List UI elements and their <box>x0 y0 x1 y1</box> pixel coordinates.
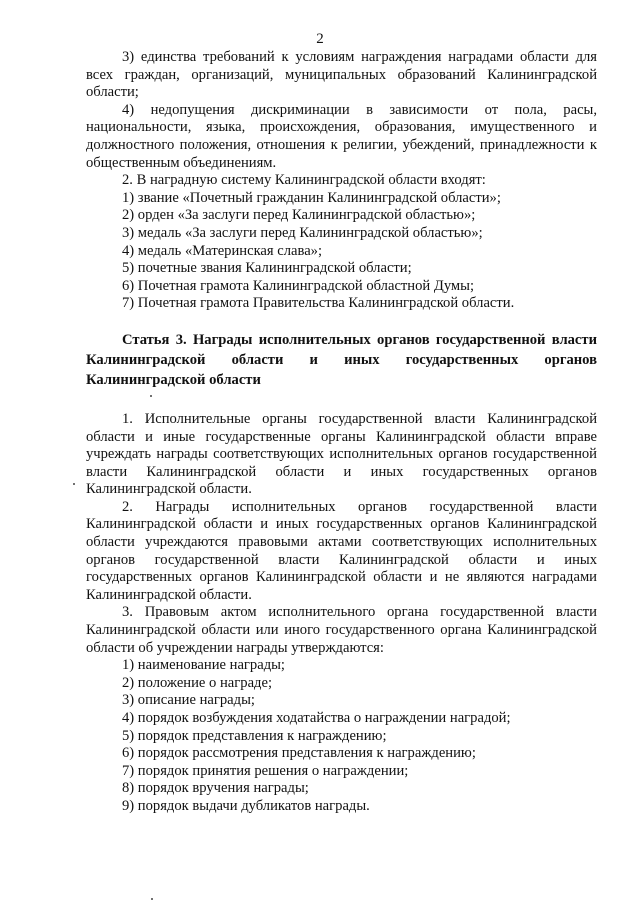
award-system-item-1: 1) звание «Почетный гражданин Калининградской области»; <box>122 189 501 206</box>
approval-item-4: 4) порядок возбуждения ходатайства о награждении наградой; <box>122 710 511 726</box>
scan-speck <box>151 898 153 900</box>
article-3-paragraph-3: 3. Правовым актом исполнительного органа государственной власти Калининградской области или иного государственного органа Калининградской области об учреждении награды утверждаются: <box>86 604 597 656</box>
approval-item-1: 1) наименование награды; <box>122 657 285 674</box>
article-3-paragraph-1: 1. Исполнительные органы государственной власти Калининградской области и иные государственные органы Калининградской области вправе учреждать награды соответствующих исполнительных органов государственной власти Калининградской области и иных государственных органов Калининградской области. <box>86 410 597 498</box>
award-system-item-2: 2) орден «За заслуги перед Калининградской областью»; <box>122 207 476 224</box>
section-2-intro: 2. В наградную систему Калининградской области входят: <box>122 172 486 189</box>
intro-item-3: 3) единства требований к условиям награждения наградами области для всех граждан, организаций, муниципальных образований Калининградской области; <box>86 49 597 101</box>
award-system-item-7: 7) Почетная грамота Правительства Калининградской области. <box>122 295 515 312</box>
award-system-item-4: 4) медаль «Материнская слава»; <box>122 242 323 259</box>
approval-item-5: 5) порядок представления к награждению; <box>122 727 387 744</box>
article-3-paragraph-2: 2. Награды исполнительных органов государственной власти Калининградской области и иных государственных органов Калининградской области учреждаются правовыми актами соответствующих исполнительных органов государственной власти Калининградской области и иных государственных органов Калининградской области и не являются наградами Калининградской области. <box>86 498 597 603</box>
award-system-item-5: 5) почетные звания Калининградской области; <box>122 260 412 277</box>
approval-item-6: 6) порядок рассмотрения представления к награждению; <box>122 745 476 762</box>
award-system-item-6: 6) Почетная грамота Калининградской областной Думы; <box>122 277 475 294</box>
article-3-heading: Статья 3. Награды исполнительных органов государственной власти Калининградской области и иных государственных органов Калининградской области <box>86 331 597 388</box>
approval-item-3: 3) описание награды; <box>122 692 255 709</box>
scan-speck <box>73 483 75 485</box>
scan-speck <box>150 395 152 397</box>
approval-item-9: 9) порядок выдачи дубликатов награды. <box>122 797 370 814</box>
approval-item-2: 2) положение о награде; <box>122 674 272 691</box>
approval-item-7: 7) порядок принятия решения о награждении; <box>122 762 409 779</box>
intro-item-4: 4) недопущения дискриминации в зависимости от пола, расы, национальности, языка, происхождения, образования, имущественного и должностного положения, отношения к религии, убеждений, принадлежности к общественным объединениям. <box>86 101 597 171</box>
award-system-item-3: 3) медаль «За заслуги перед Калининградской областью»; <box>122 224 483 241</box>
heading-spacer <box>86 390 597 411</box>
approval-item-8: 8) порядок вручения награды; <box>122 780 309 797</box>
page-number: 2 <box>316 31 324 47</box>
document-body <box>86 49 597 816</box>
